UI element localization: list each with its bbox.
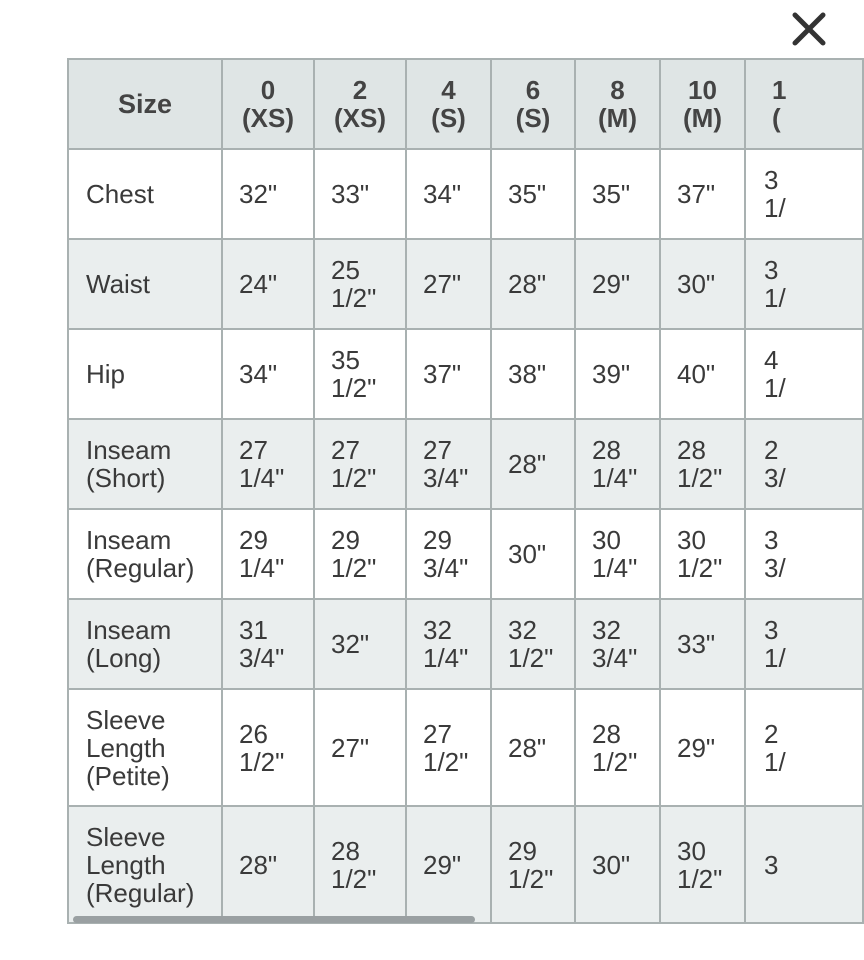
size-chart-table [67,58,864,924]
table-cell: 37" [406,329,491,419]
header-size-col [222,59,314,149]
table-cell: 30" [491,509,575,599]
table-row [68,239,863,329]
header-row [68,59,863,149]
row-label: Sleeve Length (Petite) [68,689,222,806]
table-cell: 24" [222,239,314,329]
table-cell: 27 1/2" [314,419,406,509]
table-cell: 33" [660,599,745,689]
size-code: (S) [431,103,466,133]
row-label: Waist [68,239,222,329]
table-cell: 29" [406,806,491,923]
size-number: 2 [352,75,368,105]
table-row [68,599,863,689]
table-cell: 28 1/4" [575,419,660,509]
table-cell: 27" [406,239,491,329]
table-cell: 28" [491,419,575,509]
table-cell: 32" [314,599,406,689]
table-cell: 28" [491,689,575,806]
table-cell: 32 1/4" [406,599,491,689]
table-cell: 2 3/ [745,419,863,509]
close-icon [788,8,830,50]
table-cell: 28" [491,239,575,329]
table-cell: 34" [406,149,491,239]
table-cell: 35 1/2" [314,329,406,419]
close-button[interactable] [788,8,830,50]
header-size-col [660,59,745,149]
table-row [68,689,863,806]
table-cell: 3 1/ [745,599,863,689]
row-label: Inseam (Long) [68,599,222,689]
header-size-col [314,59,406,149]
table-cell: 3 3/ [745,509,863,599]
table-cell: 29 3/4" [406,509,491,599]
size-number: 10 [688,75,717,105]
size-code: (XS) [334,103,386,133]
table-cell: 25 1/2" [314,239,406,329]
table-cell: 31 3/4" [222,599,314,689]
table-cell: 29" [660,689,745,806]
table-cell: 38" [491,329,575,419]
table-cell: 29 1/2" [491,806,575,923]
row-label: Sleeve Length (Regular) [68,806,222,923]
header-size-col [575,59,660,149]
table-cell: 39" [575,329,660,419]
table-row [68,509,863,599]
size-number: 4 [441,75,456,105]
table-cell: 3 1/ [745,149,863,239]
table-cell: 28 1/2" [660,419,745,509]
header-size-col [406,59,491,149]
table-cell: 28 1/2" [314,806,406,923]
table-cell: 30 1/2" [660,509,745,599]
table-row [68,806,863,923]
size-number: 1 [772,75,787,105]
size-number: 8 [610,75,625,105]
table-row [68,329,863,419]
table-cell: 40" [660,329,745,419]
size-code: (M) [683,103,722,133]
size-number: 0 [260,75,276,105]
horizontal-scrollbar-thumb[interactable] [73,916,475,923]
size-code: (XS) [242,103,294,133]
size-chart-viewport[interactable] [67,58,787,929]
table-cell: 30" [660,239,745,329]
table-cell: 35" [575,149,660,239]
row-label: Inseam (Regular) [68,509,222,599]
table-cell: 32 1/2" [491,599,575,689]
table-cell: 35" [491,149,575,239]
table-cell: 3 1/ [745,239,863,329]
table-cell: 30 1/2" [660,806,745,923]
table-cell: 27 3/4" [406,419,491,509]
size-code: ( [772,103,781,133]
table-row [68,419,863,509]
table-cell: 29 1/4" [222,509,314,599]
table-cell: 32 3/4" [575,599,660,689]
header-size-col [491,59,575,149]
size-code: (M) [598,103,637,133]
table-cell: 26 1/2" [222,689,314,806]
table-cell: 29 1/2" [314,509,406,599]
row-label: Hip [68,329,222,419]
table-cell: 32" [222,149,314,239]
table-cell: 28 1/2" [575,689,660,806]
table-cell: 33" [314,149,406,239]
table-cell: 27 1/2" [406,689,491,806]
table-cell: 28" [222,806,314,923]
table-cell: 30" [575,806,660,923]
table-cell: 3 [745,806,863,923]
table-row [68,149,863,239]
table-cell: 30 1/4" [575,509,660,599]
header-size-label: Size [117,89,173,119]
table-cell: 37" [660,149,745,239]
table-cell: 29" [575,239,660,329]
size-number: 6 [525,75,541,105]
table-cell: 4 1/ [745,329,863,419]
table-cell: 27 1/4" [222,419,314,509]
table-cell: 34" [222,329,314,419]
row-label: Chest [68,149,222,239]
header-size-col [745,59,863,149]
size-code: (S) [515,103,551,133]
row-label: Inseam (Short) [68,419,222,509]
table-cell: 27" [314,689,406,806]
header-size-cell [68,59,222,149]
table-cell: 2 1/ [745,689,863,806]
